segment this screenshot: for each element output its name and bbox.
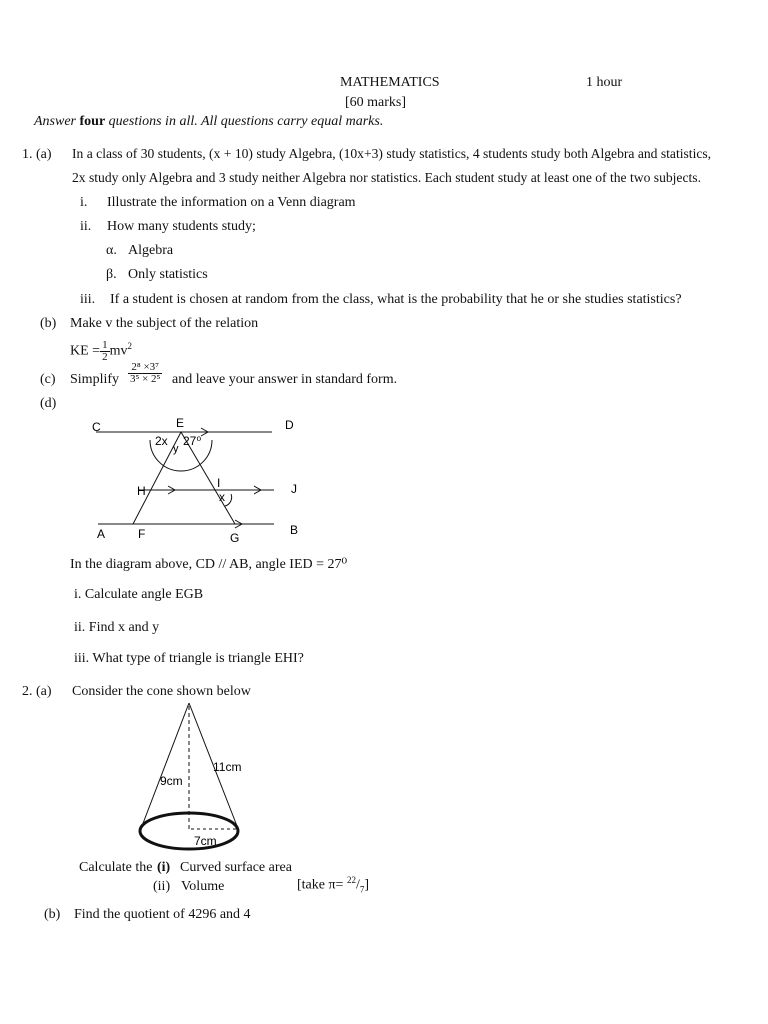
- label-i: I: [217, 476, 221, 490]
- label-g: G: [230, 531, 240, 545]
- q1d-ii: ii. Find x and y: [74, 620, 160, 635]
- q1-ii-text: How many students study;: [107, 219, 256, 234]
- cone-left-side: [142, 703, 189, 826]
- q1-i-number: i.: [80, 195, 88, 210]
- q1-beta-text: Only statistics: [128, 267, 208, 282]
- q2-number: 2. (a): [22, 684, 52, 699]
- angle-arc-i: [225, 494, 232, 506]
- pi-note-a: [take π=: [297, 877, 347, 893]
- cone-base: [140, 813, 238, 849]
- q1-alpha-text: Algebra: [128, 243, 174, 258]
- q1-i-text: Illustrate the information on a Venn diagram: [107, 195, 356, 210]
- q1d-number: (d): [40, 396, 57, 411]
- pi-note: [take $\pi= ^{22}/_7$]: [297, 875, 370, 895]
- q1-alpha-number: α.: [106, 243, 117, 258]
- q1c-simplify: Simplify: [70, 372, 120, 387]
- q2b-text: Find the quotient of 4296 and 4: [74, 907, 251, 922]
- ke-fraction-numerator: 1: [102, 339, 108, 351]
- total-marks: [60 marks]: [345, 95, 407, 110]
- q2-calc-ii-number: (ii): [153, 879, 171, 894]
- q1-number: 1. (a): [22, 147, 52, 162]
- q1c-numerator: 2⁸ ×3⁷: [128, 362, 162, 374]
- label-a: A: [97, 527, 106, 541]
- q1b-text: Make v the subject of the relation: [70, 316, 259, 331]
- label-f: F: [138, 527, 146, 541]
- label-h: H: [137, 484, 146, 498]
- instructions-part-b: questions in all. All questions carry equal marks.: [105, 114, 384, 129]
- q2b-number: (b): [44, 907, 61, 922]
- duration: 1 hour: [586, 75, 623, 90]
- q1-ii-number: ii.: [80, 219, 92, 234]
- q2a-text: Consider the cone shown below: [72, 684, 251, 699]
- q2-calc-label: Calculate the: [79, 860, 153, 875]
- label-angle-y: y: [173, 443, 179, 455]
- cone-height-label: 9cm: [160, 774, 183, 788]
- label-b: B: [290, 523, 299, 537]
- subject-title: MATHEMATICS: [340, 75, 440, 90]
- label-j: J: [291, 482, 297, 496]
- label-c: C: [92, 420, 101, 434]
- q1-iii-text: If a student is chosen at random from the class, what is the probability that he or she studies statistics?: [110, 292, 682, 307]
- q2-calc-ii: Volume: [181, 879, 225, 894]
- q1-beta-number: β.: [106, 267, 117, 282]
- q1c-text: and leave your answer in standard form.: [172, 372, 398, 387]
- label-angle-2x: 2x: [155, 434, 168, 448]
- pi-denominator: 7: [359, 884, 365, 895]
- q1b-number: (b): [40, 316, 57, 331]
- ke-exponent: 2: [127, 341, 132, 352]
- q1c-number: (c): [40, 372, 56, 387]
- cone-slant-label: 11cm: [213, 760, 242, 774]
- q1d-i: i. Calculate angle EGB: [74, 587, 204, 602]
- label-x: x: [219, 490, 225, 504]
- pi-note-b: ]: [364, 877, 370, 893]
- q1a-line1: In a class of 30 students, (x + 10) study Algebra, (10x+3) study statistics, 4 students study both Algebra and statistics,: [72, 146, 712, 161]
- q1d-caption: In the diagram above, CD // AB, angle IED = 27⁰: [70, 557, 348, 572]
- label-e: E: [176, 416, 185, 430]
- instructions-part-a: Answer: [34, 114, 80, 129]
- cone-right-side: [189, 703, 237, 826]
- cone-radius-label: 7cm: [194, 834, 217, 848]
- q2-calc-i-number: (i): [157, 860, 171, 875]
- ke-lhs: KE =: [70, 343, 101, 359]
- label-d: D: [285, 418, 294, 432]
- q2-calc-i: Curved surface area: [180, 860, 292, 875]
- ke-rhs: mv: [109, 343, 128, 359]
- pi-numerator: 22: [346, 875, 356, 885]
- instructions-bold: four: [79, 114, 106, 129]
- q1d-iii: iii. What type of triangle is triangle EHI?: [74, 651, 304, 666]
- q1a-line2: 2x study only Algebra and 3 study neither Algebra nor statistics. Each student study at least one of the two subjects.: [72, 170, 701, 185]
- q1c-denominator: 3⁵ × 2⁵: [130, 373, 161, 385]
- ke-fraction-denominator: 2: [102, 351, 108, 363]
- label-angle-27: 27⁰: [183, 434, 202, 448]
- q1-iii-number: iii.: [80, 292, 96, 307]
